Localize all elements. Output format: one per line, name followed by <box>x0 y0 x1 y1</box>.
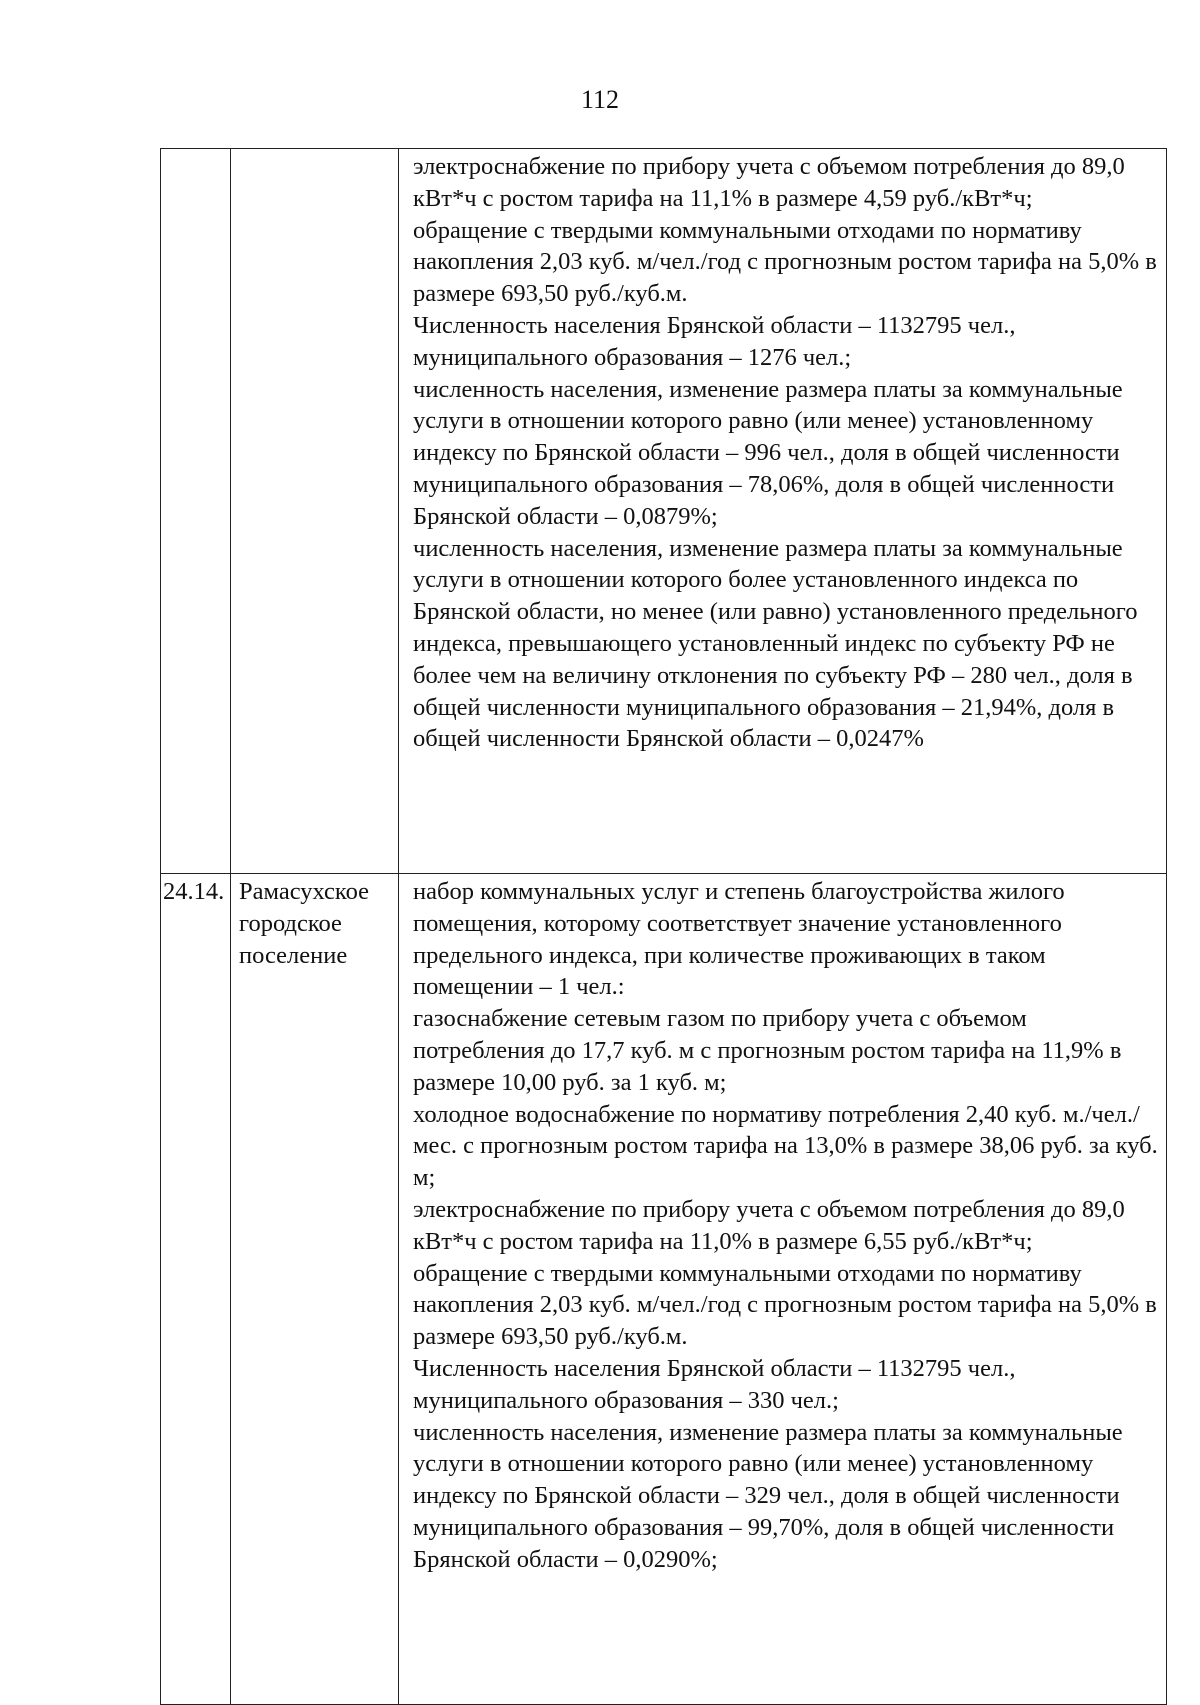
description-cell <box>399 149 1167 874</box>
paragraph: численность населения, изменение размера платы за коммунальные услуги в отношении которого равно (или менее) установленному индексу по Брянской области – 996 чел., доля в общей численности муниципального образования – 78,06%, доля в общей численности Брянской области – 0,0879%; <box>413 375 1123 530</box>
municipality-name-cell <box>231 149 399 874</box>
row-number-cell: 24.14. <box>161 874 231 1705</box>
description-cell <box>399 874 1167 1705</box>
municipality-name-line: Рамасухское <box>239 878 370 905</box>
paragraph: электроснабжение по прибору учета с объемом потребления до 89,0 кВт*ч с ростом тарифа на 11,1% в размере 4,59 руб./кВт*ч; <box>413 153 1125 212</box>
paragraph: газоснабжение сетевым газом по прибору учета с объемом потребления до 17,7 куб. м с прогнозным ростом тарифа на 11,9% в размере 10,00 руб. за 1 куб. м; <box>413 1005 1122 1096</box>
paragraph: Численность населения Брянской области – 1132795 чел., муниципального образования – 330 чел.; <box>413 1354 1016 1414</box>
page-number: 112 <box>580 85 620 114</box>
municipality-name-cell <box>231 874 399 1705</box>
paragraph: холодное водоснабжение по нормативу потребления 2,40 куб. м./чел./мес. с прогнозным ростом тарифа на 13,0% в размере 38,06 руб. за куб. м; <box>413 1100 1158 1192</box>
paragraph: набор коммунальных услуг и степень благоустройства жилого помещения, которому соответствует значение установленного предельного индекса, при количестве проживающих в таком помещении – 1 чел.: <box>413 878 1065 1001</box>
table-row <box>161 874 1167 1705</box>
tariff-table <box>160 148 1167 1705</box>
paragraph: численность населения, изменение размера платы за коммунальные услуги в отношении которого равно (или менее) установленному индексу по Брянской области – 329 чел., доля в общей численности муниципального образования – 99,70%, доля в общей численности Брянской области – 0,0290%; <box>413 1418 1123 1573</box>
row-number-cell <box>161 149 231 874</box>
municipality-name-line: поселение <box>239 941 348 969</box>
municipality-name-line: городское <box>239 909 342 937</box>
paragraph: Численность населения Брянской области – 1132795 чел., муниципального образования – 1276 чел.; <box>413 311 1016 371</box>
paragraph: обращение с твердыми коммунальными отходами по нормативу накопления 2,03 куб. м/чел./год с прогнозным ростом тарифа на 5,0% в размере 693,50 руб./куб.м. <box>413 1259 1157 1351</box>
paragraph: обращение с твердыми коммунальными отходами по нормативу накопления 2,03 куб. м/чел./год с прогнозным ростом тарифа на 5,0% в размере 693,50 руб./куб.м. <box>413 216 1157 308</box>
paragraph: электроснабжение по прибору учета с объемом потребления до 89,0 кВт*ч с ростом тарифа на 11,0% в размере 6,55 руб./кВт*ч; <box>413 1195 1125 1255</box>
paragraph: численность населения, изменение размера платы за коммунальные услуги в отношении которого более установленного индекса по Брянской области, но менее (или равно) установленного предельного индекса, превышающего установленный индекс по субъекту РФ не более чем на величину отклонения по субъекту РФ – 280 чел., доля в общей численности муниципального образования – 21,94%, доля в общей численности Брянской области – 0,0247% <box>413 534 1138 753</box>
table-row <box>161 149 1167 874</box>
